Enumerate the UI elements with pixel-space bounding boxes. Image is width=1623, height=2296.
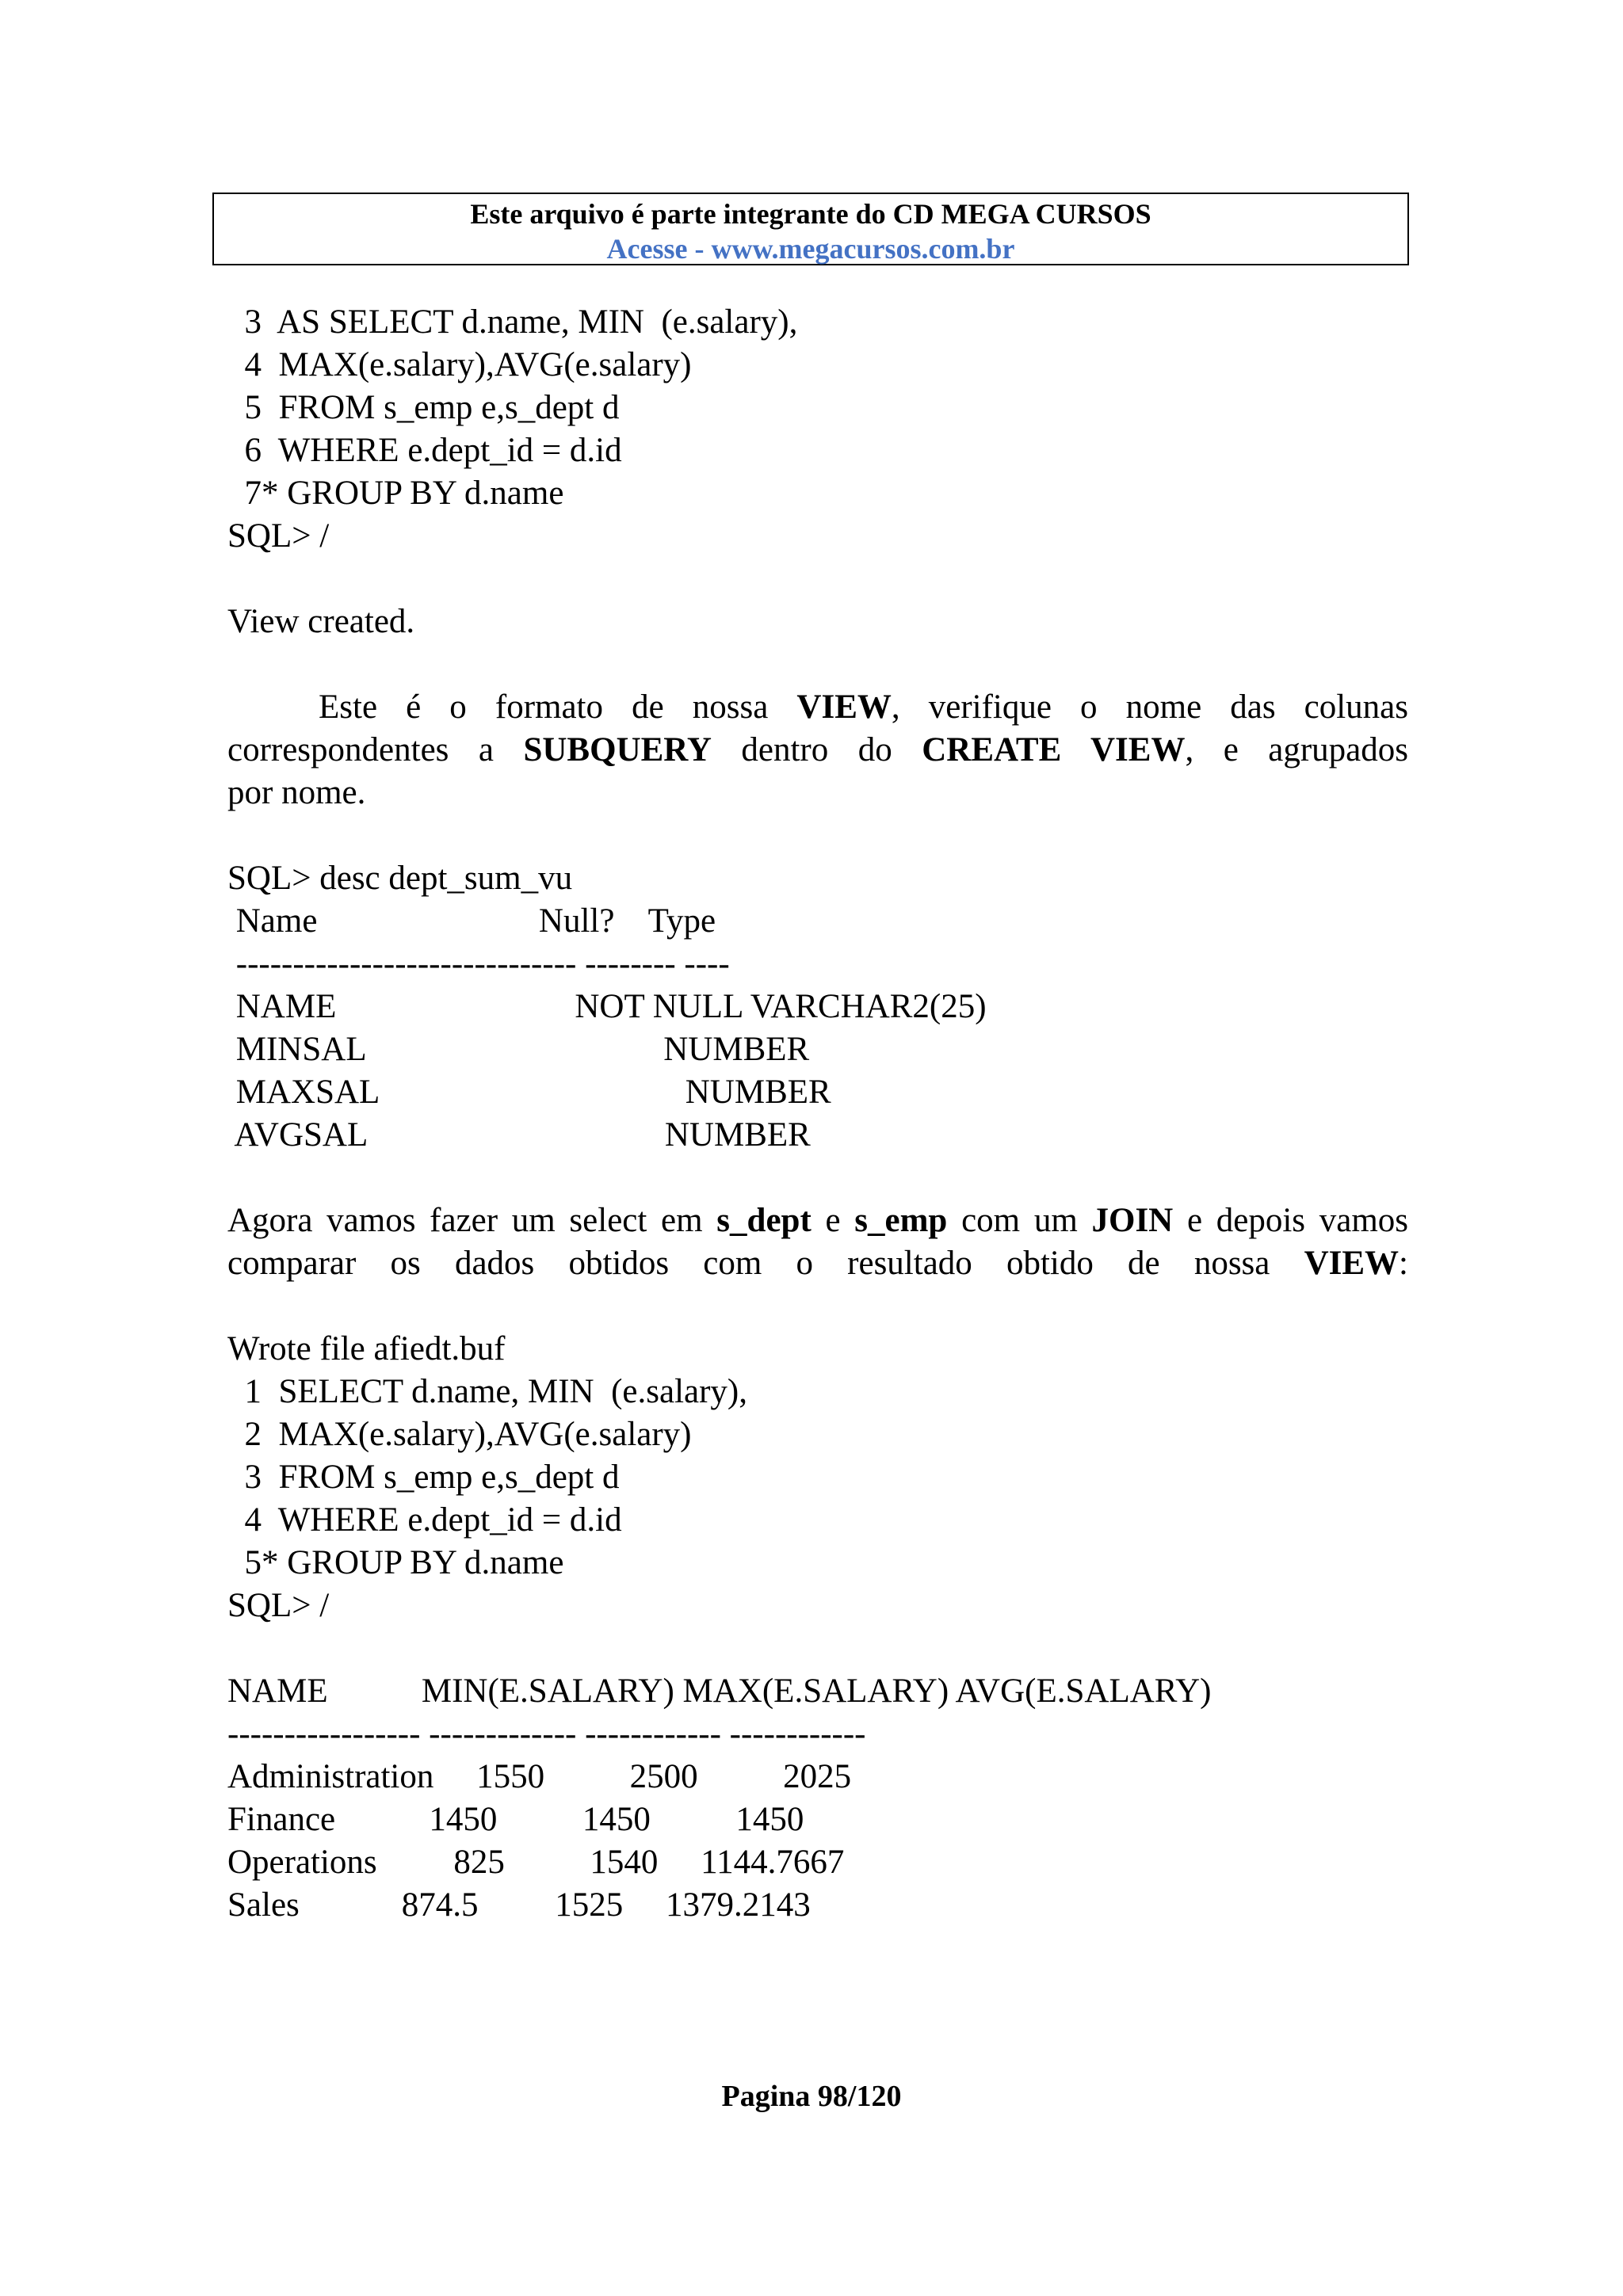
code-line: SQL> / xyxy=(227,1587,330,1624)
code-line: 5 FROM s_emp e,s_dept d xyxy=(227,389,620,426)
text: : xyxy=(1399,1245,1408,1282)
code-line: 4 MAX(e.salary),AVG(e.salary) xyxy=(227,346,692,383)
bold-text: JOIN xyxy=(1091,1202,1174,1239)
text: e xyxy=(811,1202,855,1239)
code-line: 7* GROUP BY d.name xyxy=(227,475,564,512)
header-title: Este arquivo é parte integrante do CD MEGA CURSOS xyxy=(470,198,1151,230)
code-line: 5* GROUP BY d.name xyxy=(227,1544,564,1581)
code-line: Wrote file afiedt.buf xyxy=(227,1330,506,1367)
code-line: SQL> / xyxy=(227,517,330,555)
desc-command: SQL> desc dept_sum_vu xyxy=(227,860,573,897)
result-row: Finance 1450 1450 1450 xyxy=(227,1801,804,1838)
code-line: 2 MAX(e.salary),AVG(e.salary) xyxy=(227,1416,692,1453)
bold-text: VIEW xyxy=(1304,1245,1400,1282)
bold-text: SUBQUERY xyxy=(523,731,712,769)
paragraph-view-format xyxy=(227,686,1408,814)
text: e depois vamos comparar os dados obtidos com o resultado obtido de nossa xyxy=(227,1202,1409,1282)
code-line: 3 AS SELECT d.name, MIN (e.salary), xyxy=(227,303,798,341)
page-number: Pagina 98/120 xyxy=(721,2080,902,2113)
text: , verifique o nome das colunas correspondentes a xyxy=(227,688,1409,769)
page-content xyxy=(227,301,1408,1927)
desc-separator: ------------------------------ -------- ---- xyxy=(227,945,730,982)
header-box xyxy=(212,193,1409,265)
result-header: NAME MIN(E.SALARY) MAX(E.SALARY) AVG(E.SALARY) xyxy=(227,1672,1212,1710)
bold-text: s_dept xyxy=(716,1202,812,1239)
code-line: 4 WHERE e.dept_id = d.id xyxy=(227,1501,622,1539)
view-created-text: View created. xyxy=(227,603,415,640)
bold-text: CREATE VIEW xyxy=(922,731,1186,769)
text: Agora vamos fazer um select em xyxy=(227,1202,717,1239)
desc-row: AVGSAL NUMBER xyxy=(227,1116,811,1154)
desc-row: NAME NOT NULL VARCHAR2(25) xyxy=(227,988,987,1025)
result-separator: ----------------- ------------- ------------ ------------ xyxy=(227,1715,866,1753)
code-line: 3 FROM s_emp e,s_dept d xyxy=(227,1459,620,1496)
text: Este é o formato de nossa xyxy=(319,688,797,726)
code-line: 1 SELECT d.name, MIN (e.salary), xyxy=(227,1373,748,1410)
desc-row: MAXSAL NUMBER xyxy=(227,1074,831,1111)
text: com um xyxy=(947,1202,1092,1239)
desc-row: MINSAL NUMBER xyxy=(227,1031,810,1068)
text: dentro do xyxy=(711,731,922,769)
result-row: Operations 825 1540 1144.7667 xyxy=(227,1844,845,1881)
result-row: Sales 874.5 1525 1379.2143 xyxy=(227,1886,811,1924)
bold-text: s_emp xyxy=(854,1202,948,1239)
text: por nome. xyxy=(227,774,366,811)
desc-header: Name Null? Type xyxy=(227,902,716,940)
result-row: Administration 1550 2500 2025 xyxy=(227,1758,852,1795)
bold-text: VIEW xyxy=(796,688,892,726)
header-link[interactable]: Acesse - www.megacursos.com.br xyxy=(606,233,1015,265)
paragraph-join xyxy=(227,1199,1408,1285)
code-line: 6 WHERE e.dept_id = d.id xyxy=(227,432,622,469)
text: , e agrupados xyxy=(1185,731,1409,769)
